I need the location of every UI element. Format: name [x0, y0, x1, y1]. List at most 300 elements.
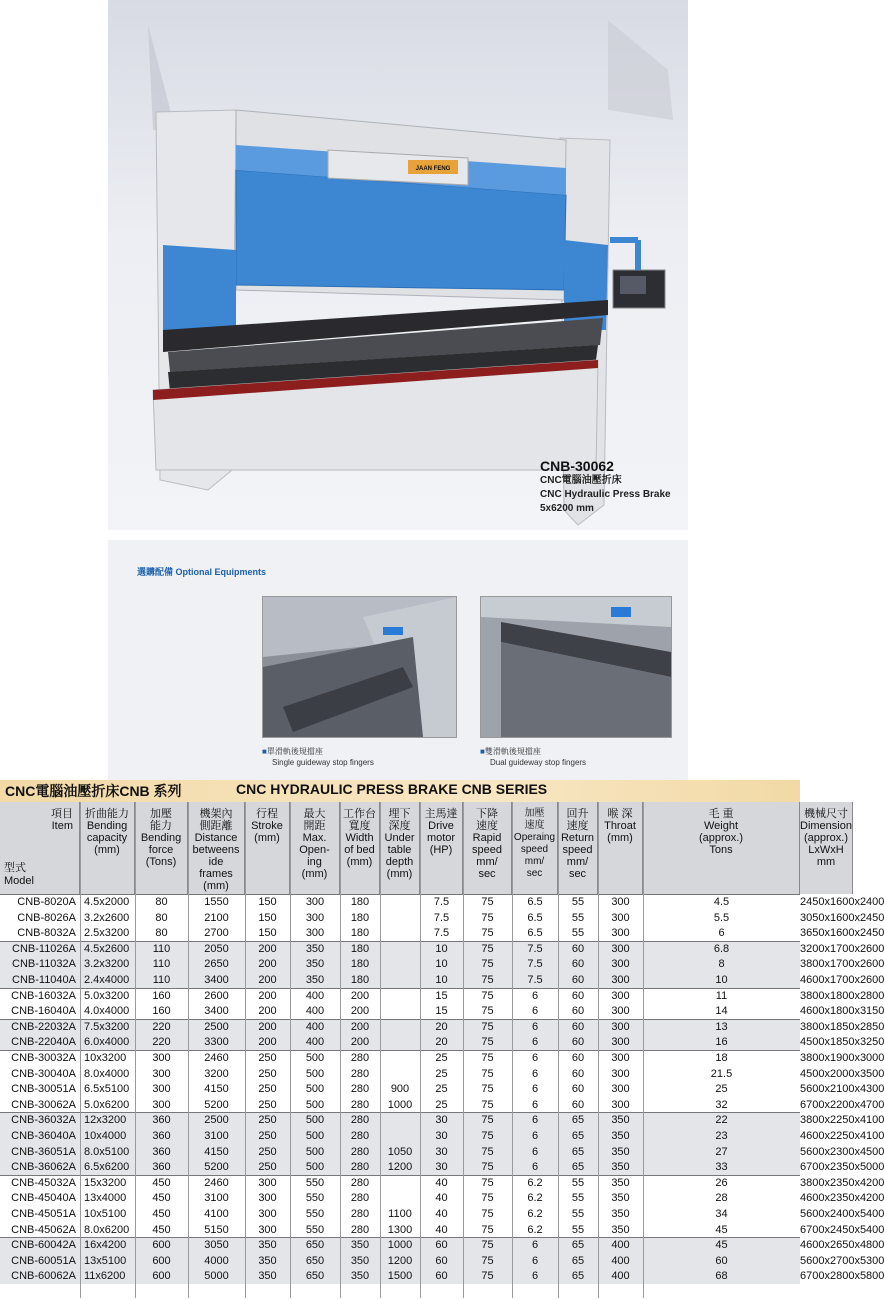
table-cell: 4.5x2000: [84, 896, 130, 908]
header-col-10: 加壓 速度 Operaing speed mm/ sec: [512, 802, 558, 894]
table-cell: 6: [531, 1239, 539, 1252]
table-cell: 300: [305, 896, 325, 908]
table-cell: 6.2: [527, 1223, 543, 1236]
table-cell: 350: [305, 942, 325, 955]
table-cell: 3800x2250x4100: [800, 1114, 884, 1127]
model-cell: CNB-45032A: [11, 1176, 76, 1189]
table-cell: 360: [152, 1161, 171, 1174]
table-cell: 55: [571, 1176, 585, 1189]
table-cell: 11: [715, 989, 728, 1002]
table-cell: 220: [152, 1036, 171, 1049]
table-cell: 5600x2700x5300: [800, 1254, 884, 1267]
header-item-model: [0, 802, 80, 894]
table-cell: 6.5: [527, 911, 543, 924]
table-cell: 450: [152, 1208, 171, 1220]
table-cell: 150: [258, 927, 277, 940]
table-cell: 1300: [387, 1223, 413, 1236]
table-cell: 75: [481, 1270, 494, 1283]
table-cell: 450: [152, 1176, 171, 1189]
table-cell: 60: [571, 1052, 585, 1064]
table-cell: 13x4000: [84, 1192, 127, 1205]
table-cell: 6: [531, 1145, 539, 1158]
table-cell: 6.5: [527, 896, 543, 908]
table-cell: 4600x2250x4100: [800, 1130, 884, 1142]
single-guideway-photo: [262, 596, 457, 738]
table-cell: 8.0x5100: [84, 1145, 130, 1158]
table-cell: 280: [350, 1130, 370, 1142]
table-cell: 40: [435, 1208, 448, 1220]
dual-en: Dual guideway stop fingers: [490, 758, 587, 767]
header-col-4: 行程 Stroke (mm): [245, 802, 290, 894]
model-cell: CNB-36040A: [11, 1130, 76, 1142]
column-divider: [463, 802, 464, 1298]
table-cell: 10x3200: [84, 1052, 127, 1064]
brand-text: JAAN FENG: [415, 166, 451, 172]
table-cell: 1200: [387, 1161, 413, 1174]
table-cell: 12x3200: [84, 1114, 127, 1127]
table-cell: 3800x1800x2800: [800, 989, 884, 1002]
table-cell: 75: [481, 1161, 494, 1174]
hero-zh-name: CNC電腦油壓折床: [540, 475, 622, 486]
table-cell: 18: [715, 1052, 728, 1064]
table-cell: 30: [435, 1114, 448, 1127]
table-cell: 4.5x2600: [84, 942, 130, 955]
table-row: [0, 911, 884, 926]
table-cell: 1100: [388, 1208, 412, 1220]
table-row: [0, 895, 884, 910]
table-cell: 45: [715, 1239, 728, 1252]
model-cell: CNB-30051A: [11, 1083, 76, 1096]
header-col-13: 毛 重 Weight (approx.) Tons: [643, 802, 800, 894]
column-divider: [598, 802, 599, 1298]
table-cell: 300: [611, 1083, 630, 1096]
table-cell: 40: [435, 1192, 448, 1205]
table-row: [0, 926, 884, 941]
table-row: [0, 1207, 884, 1222]
model-cell: CNB-45040A: [11, 1192, 76, 1205]
table-cell: 250: [258, 1145, 277, 1158]
table-cell: 7.5: [527, 958, 543, 971]
table-cell: 65: [571, 1270, 585, 1283]
hero-en-name: CNC Hydraulic Press Brake: [540, 489, 671, 500]
table-cell: 5.5: [713, 911, 730, 924]
table-cell: 75: [481, 942, 494, 955]
table-row: [0, 1020, 884, 1035]
table-cell: 300: [611, 974, 630, 986]
dual-zh: 雙滑軌後規擋座: [484, 747, 541, 756]
table-cell: 250: [258, 1161, 277, 1174]
column-divider: [380, 802, 381, 1298]
table-cell: 20: [435, 1020, 448, 1033]
table-cell: 150: [258, 896, 277, 908]
table-cell: 2700: [204, 927, 229, 940]
table-cell: 75: [481, 1145, 494, 1158]
table-cell: 200: [258, 958, 277, 971]
table-cell: 10x5100: [84, 1208, 127, 1220]
table-row: [0, 1254, 884, 1269]
table-cell: 5000: [204, 1270, 229, 1283]
table-cell: 60: [571, 1005, 585, 1018]
table-cell: 10: [435, 958, 448, 971]
table-cell: 300: [611, 1020, 630, 1033]
table-cell: 75: [481, 1067, 494, 1080]
table-cell: 6.2: [527, 1176, 543, 1189]
table-cell: 6: [531, 1254, 539, 1267]
table-cell: 500: [305, 1052, 325, 1064]
table-cell: 280: [350, 1114, 370, 1127]
table-cell: 3400: [204, 974, 229, 986]
table-cell: 150: [258, 911, 277, 924]
table-cell: 280: [350, 1067, 370, 1080]
table-cell: 5200: [204, 1161, 229, 1174]
header-col-8: 主馬達 Drive motor (HP): [420, 802, 463, 894]
table-cell: 10: [435, 974, 448, 986]
table-cell: 350: [611, 1192, 630, 1205]
table-cell: 350: [350, 1239, 370, 1252]
model-cell: CNB-36051A: [11, 1145, 76, 1158]
column-divider: [643, 802, 644, 1298]
table-cell: 350: [350, 1254, 370, 1267]
header-col-6: 工作台 寬度 Width of bed (mm): [340, 802, 380, 894]
table-cell: 350: [611, 1176, 630, 1189]
table-cell: 4.0x4000: [84, 1005, 130, 1018]
table-cell: 300: [152, 1052, 171, 1064]
table-cell: 280: [350, 1161, 370, 1174]
table-cell: 16x4200: [84, 1239, 127, 1252]
table-row: [0, 1191, 884, 1206]
table-cell: 60: [571, 1036, 585, 1049]
table-cell: 300: [258, 1208, 277, 1220]
table-cell: 600: [152, 1270, 171, 1283]
table-cell: 65: [571, 1161, 585, 1174]
table-cell: 6: [531, 1130, 539, 1142]
table-cell: 75: [481, 1239, 494, 1252]
model-cell: CNB-30032A: [11, 1052, 76, 1064]
model-cell: CNB-60042A: [11, 1239, 76, 1252]
table-cell: 500: [305, 1114, 325, 1127]
table-cell: 250: [258, 1083, 277, 1096]
table-cell: 40: [435, 1223, 448, 1236]
table-cell: 13: [715, 1020, 728, 1033]
table-cell: 8.0x4000: [84, 1067, 130, 1080]
model-cell: CNB-22040A: [11, 1036, 76, 1049]
table-cell: 400: [611, 1254, 630, 1267]
table-cell: 400: [305, 989, 325, 1002]
table-cell: 3200x1700x2600: [800, 942, 884, 955]
table-cell: 60: [571, 942, 585, 955]
table-cell: 6: [531, 989, 539, 1002]
table-cell: 60: [571, 958, 585, 971]
table-cell: 280: [350, 1052, 370, 1064]
table-cell: 6: [531, 1067, 539, 1080]
table-cell: 60: [571, 1067, 585, 1080]
table-cell: 300: [611, 896, 630, 908]
table-cell: 360: [152, 1130, 171, 1142]
table-cell: 25: [435, 1052, 448, 1064]
table-cell: 65: [571, 1114, 585, 1127]
table-row: [0, 1269, 884, 1284]
table-cell: 300: [305, 911, 325, 924]
table-cell: 6: [531, 1114, 539, 1127]
hero-model: CNB-30062: [540, 458, 614, 474]
table-cell: 3650x1600x2450: [800, 927, 884, 940]
table-cell: 280: [350, 1145, 370, 1158]
table-cell: 5.0x3200: [84, 989, 130, 1002]
table-cell: 300: [611, 1036, 630, 1049]
table-cell: 4.5: [713, 896, 730, 908]
table-row: [0, 1238, 884, 1253]
table-cell: 75: [481, 1114, 494, 1127]
table-cell: 6.2: [527, 1192, 543, 1205]
table-cell: 65: [571, 1130, 585, 1142]
table-cell: 4000: [204, 1254, 229, 1267]
model-cell: CNB-22032A: [11, 1020, 76, 1033]
table-cell: 16: [715, 1036, 728, 1049]
model-cell: CNB-11032A: [12, 958, 76, 971]
table-row: [0, 1098, 884, 1113]
table-cell: 60: [435, 1254, 448, 1267]
table-cell: 220: [152, 1020, 171, 1033]
model-cell: CNB-16032A: [11, 989, 76, 1002]
table-cell: 200: [350, 989, 370, 1002]
table-cell: 6700x2350x5000: [800, 1161, 884, 1174]
header-col-5: 最大 開距 Max. Open- ing (mm): [290, 802, 340, 894]
table-cell: 60: [571, 989, 585, 1002]
table-cell: 2050: [204, 942, 229, 955]
header-col-11: 回升 速度 Return speed mm/ sec: [558, 802, 598, 894]
table-cell: 180: [350, 958, 370, 971]
table-cell: 45: [715, 1223, 728, 1236]
table-cell: 55: [571, 927, 585, 940]
table-cell: 75: [481, 1223, 494, 1236]
table-cell: 300: [611, 942, 630, 955]
table-cell: 300: [152, 1083, 171, 1096]
table-cell: 350: [611, 1161, 630, 1174]
table-row: [0, 1223, 884, 1238]
table-cell: 60: [435, 1270, 448, 1283]
table-cell: 400: [305, 1005, 325, 1018]
table-cell: 65: [571, 1145, 585, 1158]
spec-table: [0, 802, 884, 1298]
table-cell: 350: [305, 974, 325, 986]
hero-caption: [540, 458, 690, 516]
table-cell: 2500: [204, 1020, 229, 1033]
dual-guideway-photo: [480, 596, 672, 738]
table-cell: 30: [435, 1130, 448, 1142]
table-cell: 5.0x6200: [84, 1098, 130, 1111]
table-cell: 350: [258, 1270, 277, 1283]
model-cell: CNB-30040A: [11, 1067, 76, 1080]
column-divider: [135, 802, 136, 1298]
table-cell: 280: [350, 1208, 370, 1220]
table-cell: 75: [481, 911, 494, 924]
table-cell: 5600x2100x4300: [800, 1083, 884, 1096]
table-cell: 500: [305, 1161, 325, 1174]
table-cell: 33: [715, 1161, 728, 1174]
table-row: [0, 989, 884, 1004]
table-cell: 6: [531, 1052, 539, 1064]
table-cell: 3.2x3200: [84, 958, 130, 971]
table-cell: 25: [435, 1067, 448, 1080]
table-cell: 5150: [204, 1223, 229, 1236]
model-cell: CNB-30062A: [11, 1098, 76, 1111]
header-item-zh: 項目: [51, 808, 73, 820]
table-cell: 280: [350, 1223, 370, 1236]
table-cell: 3100: [204, 1192, 229, 1205]
table-cell: 300: [258, 1223, 277, 1236]
header-col-2: 加壓 能力 Bending force (Tons): [135, 802, 188, 894]
table-cell: 7.5: [527, 942, 543, 955]
table-cell: 2460: [204, 1052, 229, 1064]
table-cell: 280: [350, 1083, 370, 1096]
table-cell: 13x5100: [84, 1254, 127, 1267]
table-cell: 4150: [204, 1145, 229, 1158]
table-cell: 500: [305, 1145, 325, 1158]
table-cell: 15x3200: [84, 1176, 127, 1189]
table-cell: 3800x1700x2600: [800, 958, 884, 971]
table-cell: 250: [258, 1052, 277, 1064]
header-col-9: 下降 速度 Rapid speed mm/ sec: [463, 802, 512, 894]
table-cell: 6.2: [527, 1208, 543, 1220]
table-cell: 400: [305, 1036, 325, 1049]
table-row: [0, 1160, 884, 1175]
table-cell: 550: [305, 1176, 325, 1189]
table-cell: 110: [152, 942, 171, 955]
table-cell: 180: [350, 974, 370, 986]
table-cell: 25: [435, 1098, 448, 1111]
table-cell: 3400: [204, 1005, 229, 1018]
table-cell: 26: [715, 1176, 728, 1189]
table-cell: 55: [571, 896, 585, 908]
single-guideway-caption: ■單滑軌後規擋座 Single guideway stop fingers: [262, 747, 374, 767]
table-cell: 3300: [204, 1036, 229, 1049]
table-cell: 160: [152, 989, 171, 1002]
model-cell: CNB-60051A: [11, 1254, 76, 1267]
table-cell: 360: [152, 1145, 171, 1158]
table-cell: 200: [258, 974, 277, 986]
table-cell: 300: [152, 1098, 171, 1111]
table-cell: 600: [152, 1254, 171, 1267]
table-cell: 3050: [204, 1239, 229, 1252]
table-cell: 250: [258, 1067, 277, 1080]
table-cell: 21.5: [710, 1067, 733, 1080]
table-cell: 15: [435, 989, 448, 1002]
model-cell: CNB-36032A: [11, 1114, 76, 1127]
column-divider: [80, 802, 81, 1298]
table-cell: 60: [435, 1239, 448, 1252]
table-cell: 55: [571, 1223, 585, 1236]
table-cell: 6.8: [713, 942, 730, 955]
model-cell: CNB-11040A: [12, 974, 76, 986]
column-divider: [340, 802, 341, 1298]
table-cell: 11x6200: [84, 1270, 126, 1283]
table-cell: 300: [611, 1067, 630, 1080]
table-cell: 75: [481, 958, 494, 971]
table-row: [0, 957, 884, 972]
table-cell: 2460: [204, 1176, 229, 1189]
table-cell: 65: [571, 1254, 585, 1267]
header-col-12: 喉 深 Throat (mm): [598, 802, 643, 894]
dual-guideway-caption: ■雙滑軌後規擋座 Dual guideway stop fingers: [480, 747, 587, 767]
table-cell: 7.5: [433, 911, 450, 924]
table-cell: 900: [390, 1083, 410, 1096]
table-cell: 350: [611, 1114, 630, 1127]
table-cell: 180: [350, 942, 370, 955]
table-cell: 1050: [387, 1145, 413, 1158]
table-cell: 250: [258, 1114, 277, 1127]
hero-size: 5x6200 mm: [540, 503, 594, 514]
table-row: [0, 1082, 884, 1097]
table-cell: 110: [152, 958, 171, 971]
table-cell: 200: [350, 1005, 370, 1018]
table-cell: 6700x2800x5800: [800, 1270, 884, 1283]
table-cell: 75: [481, 1192, 494, 1205]
table-cell: 350: [258, 1239, 277, 1252]
table-cell: 6.0x4000: [84, 1036, 130, 1049]
table-cell: 22: [715, 1114, 728, 1127]
table-cell: 280: [350, 1176, 370, 1189]
table-cell: 650: [305, 1254, 325, 1267]
table-cell: 400: [611, 1239, 630, 1252]
table-cell: 6700x2450x5400: [800, 1223, 884, 1236]
table-cell: 75: [481, 1005, 494, 1018]
table-cell: 500: [305, 1083, 325, 1096]
table-cell: 25: [435, 1083, 448, 1096]
table-cell: 4100: [204, 1208, 229, 1220]
table-cell: 300: [611, 1052, 630, 1064]
table-row: [0, 1004, 884, 1019]
table-cell: 4500x2000x3500: [800, 1067, 884, 1080]
table-cell: 600: [152, 1239, 171, 1252]
table-cell: 1000: [387, 1239, 413, 1252]
table-cell: 300: [258, 1176, 277, 1189]
table-cell: 1000: [387, 1098, 413, 1111]
table-row: [0, 942, 884, 957]
table-cell: 6: [531, 1161, 539, 1174]
table-cell: 60: [571, 1083, 585, 1096]
table-cell: 75: [481, 1036, 494, 1049]
table-cell: 14: [715, 1005, 728, 1018]
table-cell: 400: [611, 1270, 630, 1283]
table-row: [0, 1129, 884, 1144]
column-divider: [558, 802, 559, 1298]
table-cell: 300: [611, 989, 630, 1002]
single-en: Single guideway stop fingers: [272, 758, 374, 767]
table-cell: 2100: [204, 911, 229, 924]
table-cell: 60: [571, 974, 585, 986]
table-row: [0, 1176, 884, 1191]
table-cell: 10x4000: [84, 1130, 127, 1142]
table-cell: 550: [305, 1223, 325, 1236]
model-cell: CNB-16040A: [11, 1005, 76, 1018]
table-cell: 360: [152, 1114, 171, 1127]
table-cell: 6: [531, 1005, 539, 1018]
table-cell: 5200: [204, 1098, 229, 1111]
table-cell: 75: [481, 1052, 494, 1064]
table-cell: 6.5x6200: [84, 1161, 130, 1174]
table-row: [0, 1067, 884, 1082]
table-cell: 28: [715, 1192, 728, 1205]
table-cell: 4600x2650x4800: [800, 1239, 884, 1252]
table-cell: 300: [611, 958, 630, 971]
table-cell: 6: [531, 1098, 539, 1111]
table-cell: 7.5: [527, 974, 543, 986]
table-cell: 75: [481, 1254, 494, 1267]
table-cell: 3800x2350x4200: [800, 1176, 884, 1189]
model-cell: CNB-8020A: [17, 896, 76, 908]
table-cell: 80: [155, 927, 168, 940]
header-col-7: 埋下 深度 Under table depth (mm): [380, 802, 420, 894]
